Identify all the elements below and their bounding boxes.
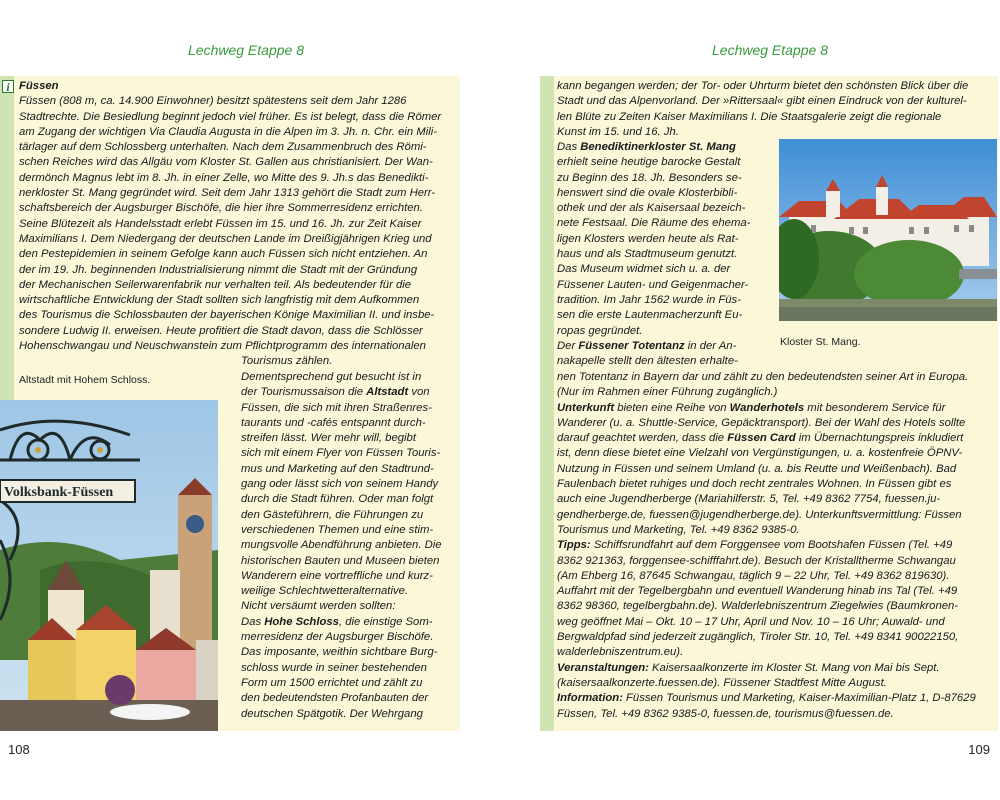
text-line: wirtschaftliche Entwicklung der Stadt sollten sich langfristig mit dem Aufkommen xyxy=(19,294,420,307)
text-line: des Tourismus die Schlossbauten der bayerischen Könige Maximilian II. und insbe- xyxy=(19,309,435,322)
text-line: len Blüte zu Zeiten Kaiser Maximilians I. Die Staatsgalerie zeigt die regionale xyxy=(557,110,942,123)
text-line: Maximilians I. Dem Niedergang der deutschen Lande im Dreißigjährigen Krieg und xyxy=(19,232,432,245)
text-line: Stadt und das Alpenvorland. Der »Rittersaal« gibt einen Eindruck von der kulturel- xyxy=(557,95,967,108)
altstadt-link-text: Altstadt xyxy=(366,386,409,399)
continued-line: Tourismus zählen. xyxy=(241,355,333,367)
photo-caption: Altstadt mit Hohem Schloss. xyxy=(19,374,151,386)
altstadt-photo xyxy=(0,400,218,731)
sign-text: Volksbank-Füssen xyxy=(4,485,114,500)
text-line: kann begangen werden; der Tor- oder Uhrturm bietet den schönsten Blick über die xyxy=(557,80,969,92)
text-line: schaftsbereich der Augsburger Bischöfe, die hier ihre Sommerresidenz errichten. xyxy=(19,202,423,215)
running-header: Lechweg Etappe 8 xyxy=(188,42,304,58)
info-stripe xyxy=(540,76,554,731)
text-line: Kunst im 15. und 16. Jh. xyxy=(557,125,679,138)
text-line: Stadtrechte. Die Besiedlung beginnt jedoch viel früher. Es ist belegt, dass die Römer xyxy=(19,110,442,123)
left-column-text: Dementsprechend gut besucht ist in der Tourismussaison die Altstadt von Füssen, die sich mit ihren Straßenres- taurants und -cafés entspannt durch- streifen lässt. Wer mehr will, begibt sich mit einem Flyer von Füssen Touris- mus und Marketing auf den Stadtrund- gang oder lässt sich von seinem Handy durch die Stadt führen. Oder man folgt den Gästeführern, die Führungen zu verschiedenen Themen und eine stim- mungsvolle Abendführung anbieten. Die historischen Bauten und Museen bieten Wanderern eine vortreffliche und kurz- weilige Schlechtwetteralternative. Nicht versäumt werden sollten: Das Hohe Schloss, die einstige Som- merresidenz der Augsburger Bischöfe. Das imposante, weithin sichtbare Burg- schloss wurde in seiner bestehenden Form um 1500 errichtet und zählt zu den bedeutendsten Profanbauten der deutschen Spätgotik. Der Wehrgang xyxy=(241,371,442,720)
text-line: tärlager auf dem Schlossberg unterhalten. Nach dem Zusammenbruch des Römi- xyxy=(19,141,427,154)
kloster-column: Das Benediktinerkloster St. Mang erhielt seine heutige barocke Gestalt zu Beginn des 18. Jh. Besonders se- henswert sind die ovale Klosterbibli- othek und der als Kaisersaal bezeich- nete Festsaal. Die Räume des ehema- ligen Klosters werden heute als Rat- haus und als Stadtmuseum genutzt. Das Museum widmet sich u. a. der Füssener Lauten- und Geigenmacher- tradition. Im Jahr 1562 wurde in Füs- sen die erste Lautenmacherzunft Eu- ropas gegründet. Der Füssener Totentanz in der An- nakapelle stellt den ältesten erhalte- xyxy=(557,141,751,368)
text-line: sondere Ludwig II. erweisen. Heute profitiert die Stadt davon, dass die Schlösser xyxy=(19,324,423,337)
photo-caption: Kloster St. Mang. xyxy=(780,336,861,348)
running-header: Lechweg Etappe 8 xyxy=(712,42,828,58)
text-line: am Zugang der wichtigen Via Claudia Augusta in die Alpen im 3. Jh. n. Chr. ein Mili- xyxy=(19,125,437,138)
text-line: den Pestepidemien in seinem Gefolge kann auch Füssen sich nicht entziehen. An xyxy=(19,248,428,261)
text-line: Hohenschwangau und Neuschwanstein zum Pflichtprogramm des internationalen xyxy=(19,340,426,353)
text-line: Seine Blütezeit als Handelsstadt erlebt Füssen im 15. und 16. Jh. zur Zeit Kaiser xyxy=(19,217,422,230)
paragraph-1 xyxy=(19,94,454,216)
paragraph-2 xyxy=(19,217,454,355)
right-page xyxy=(500,0,1000,800)
top-lines xyxy=(557,79,989,140)
full-width-text xyxy=(19,79,454,354)
text-line: Füssen (808 m, ca. 14.900 Einwohner) besitzt spätestens seit dem Jahr 1286 xyxy=(19,95,407,108)
section-title: Füssen xyxy=(19,80,59,92)
text-line: nerkloster St. Mang gegründet wird. Seit dem Jahr 1313 gehört die Stadt zum Herr- xyxy=(19,187,436,200)
text-line: der im 19. Jh. beginnenden Industrialisierung nimmt die Stadt mit der Gründung xyxy=(19,263,418,276)
text-line: der Mechanischen Seilerwarenfabrik nur verhalten teil. Als bedeutender für die xyxy=(19,278,412,291)
lower-text: nen Totentanz in Bayern dar und zählt zu den bedeutendsten seiner Art in Europa. (Nur im Rahmen einer Führung zugänglich.) Unterkunft bieten eine Reihe von Wanderhotels mit besonderem Service für Wanderer (u. a. Shuttle-Service, Gepäcktransport). Bei der Wahl des Hotels sollte darauf geachtet werden, dass die Füssen Card im Übernachtungspreis inkludiert ist, denn diese bietet eine Vielzahl von Vergünstigungen, u. a. kostenfreie ÖPNV- Nutzung in Füssen und seinem Umland (u. a. bis Reutte und Weißenbach). Bad Faulenbach bietet ruhiges und doch recht zentrales Wohnen. In Füssen gibt es auch eine Jugendherberge (Mariahilferstr. 5, Tel. +49 8362 7754, fuessen.ju- gendherberge.de, fuessen@jugendherberge.de). Unterkunftsvermittlung: Füssen Tourismus und Marketing, Tel. +49 8362 9385-0. Tipps: Schiffsrundfahrt auf dem Forggensee vom Bootshafen Füssen (Tel. +49 8362 921363, forggensee-schifffahrt.de). Besuch der Kristalltherme Schwangau (Am Ehberg 16, 87645 Schwangau, täglich 9 – 22 Uhr, Tel. +49 8362 819630). Auffahrt mit der Tegelbergbahn und eventuell Wanderung hinab ins Tal (Tel. +49 8362 98360, tegelbergbahn.de). Walderlebniszentrum Ziegelwies (Baumkronen- weg geöffnet Mai – Okt. 10 – 17 Uhr, April und Nov. 10 – 16 Uhr; Auwald- und Bergwaldpfad sind jederzeit zugänglich, Tiroler Str. 10, Tel. +49 8341 90022150, walderlebniszentrum.eu). Veranstaltungen: Kaisersaalkonzerte im Kloster St. Mang von Mai bis Sept. (kaisersaalkonzerte.fuessen.de). Füssener Stadtfest Mitte August. Information: Füssen Tourismus und Marketing, Kaiser-Maximilian-Platz 1, D-87629 Füssen, Tel. +49 8362 9385-0, fuessen.de, tourismus@fuessen.de. xyxy=(557,371,976,720)
page-number: 109 xyxy=(968,742,990,757)
text-line: dermönch Magnus lebt im 8. Jh. in einer Zelle, wo Mitte des 9. Jh.s das Benedikti- xyxy=(19,171,429,184)
info-icon: i xyxy=(2,80,14,93)
kloster-photo xyxy=(779,139,997,321)
page-number: 108 xyxy=(8,742,30,757)
text-line: schen Reiches wird das Allgäu vom Kloster St. Gallen aus christianisiert. Der Wan- xyxy=(19,156,433,169)
